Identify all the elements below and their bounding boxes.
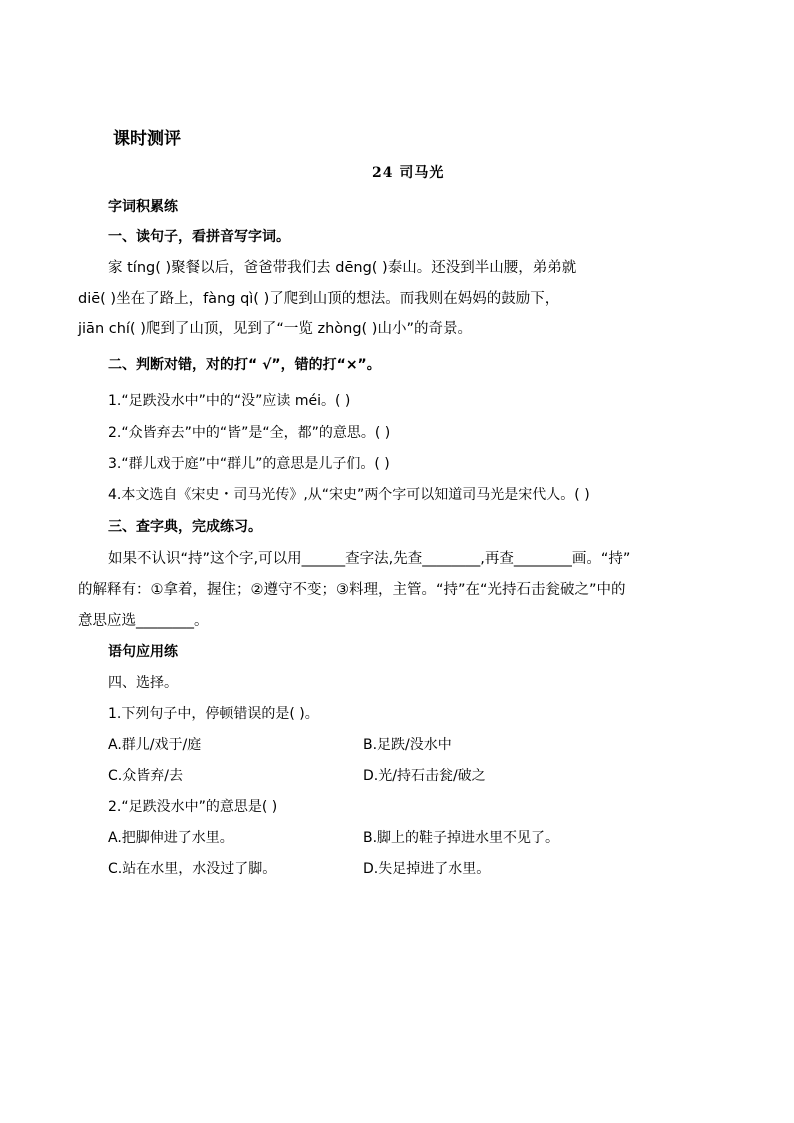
section-heading-vocabulary: 字词积累练 bbox=[108, 199, 178, 215]
question-4-2-stem: 2.“足跌没水中”的意思是( ) bbox=[108, 799, 278, 815]
question-1-heading: 一、读句子，看拼音写字词。 bbox=[108, 229, 290, 245]
question-4-2-option-a: A.把脚伸进了水里。 bbox=[108, 830, 234, 846]
question-2-item-3: 3.“群儿戏于庭”中“群儿”的意思是儿子们。( ) bbox=[108, 456, 390, 472]
question-3-line-1: 如果不认识“持”这个字,可以用______查字法,先查________,再查________画。“持” bbox=[108, 551, 631, 567]
question-2-item-1: 1.“足跌没水中”中的“没”应读 méi。( ) bbox=[108, 393, 351, 409]
question-4-heading: 四、选择。 bbox=[108, 675, 178, 691]
question-4-1-option-d: D.光/持石击瓮/破之 bbox=[363, 768, 486, 784]
question-1-line-1: 家 tíng( )聚餐以后，爸爸带我们去 dēng( )泰山。还没到半山腰，弟弟就 bbox=[108, 260, 577, 276]
question-2-item-2: 2.“众皆弃去”中的“皆”是“全，都”的意思。( ) bbox=[108, 425, 391, 441]
question-3-line-2: 的解释有：①拿着，握住；②遵守不变；③料理，主管。“持”在“光持石击瓮破之”中的 bbox=[78, 582, 626, 598]
question-4-1-option-b: B.足跌/没水中 bbox=[363, 737, 452, 753]
lesson-title: 24 司马光 bbox=[372, 165, 445, 181]
question-4-1-option-c: C.众皆弃/去 bbox=[108, 768, 183, 784]
question-4-1-stem: 1.下列句子中，停顿错误的是( )。 bbox=[108, 706, 319, 722]
question-4-2-option-c: C.站在水里，水没过了脚。 bbox=[108, 861, 277, 877]
question-3-line-3: 意思应选________。 bbox=[78, 613, 209, 629]
section-heading-application: 语句应用练 bbox=[108, 644, 178, 660]
question-1-line-2: diē( )坐在了路上，fàng qì( )了爬到山顶的想法。而我则在妈妈的鼓励下， bbox=[78, 291, 560, 307]
question-4-2-option-d: D.失足掉进了水里。 bbox=[363, 861, 491, 877]
question-3-heading: 三、查字典，完成练习。 bbox=[108, 519, 262, 535]
question-1-line-3: jiān chí( )爬到了山顶，见到了“一览 zhòng( )山小”的奇景。 bbox=[78, 321, 472, 337]
question-2-heading: 二、判断对错，对的打“ √”，错的打“×”。 bbox=[108, 357, 381, 373]
question-2-item-4: 4.本文选自《宋史・司马光传》,从“宋史”两个字可以知道司马光是宋代人。( ) bbox=[108, 487, 590, 503]
question-4-1-option-a: A.群儿/戏于/庭 bbox=[108, 737, 202, 753]
page-title: 课时测评 bbox=[113, 129, 181, 149]
question-4-2-option-b: B.脚上的鞋子掉进水里不见了。 bbox=[363, 830, 560, 846]
